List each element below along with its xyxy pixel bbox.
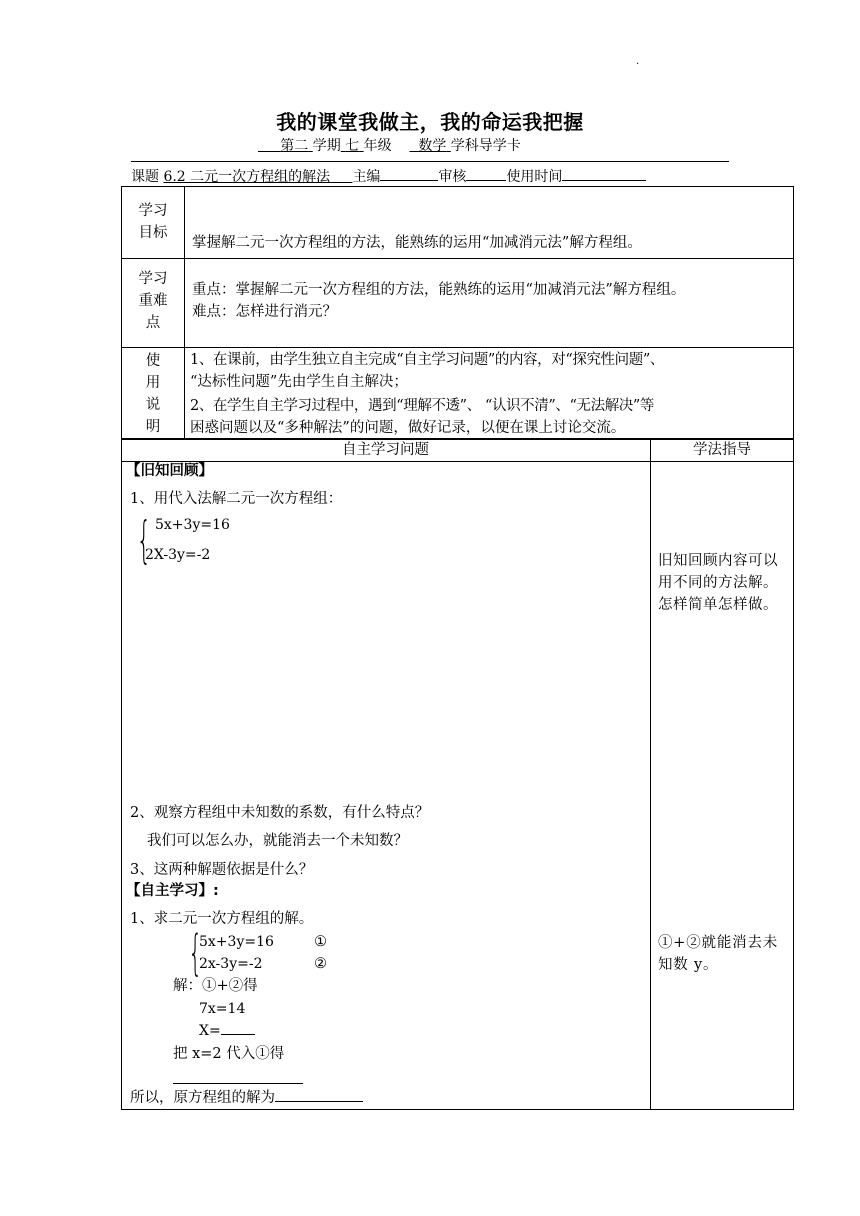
- review-equation-1: 5x+3y=16: [155, 517, 230, 533]
- reviewer-label: 审核: [438, 169, 467, 185]
- answer-blank-line[interactable]: [173, 1083, 303, 1084]
- semester-suffix: 学期: [312, 138, 341, 154]
- self-study-heading: 【自主学习】:: [126, 883, 219, 899]
- key-label: 学习 重难 点: [138, 271, 168, 331]
- usage-line: “达标性问题”先由学生自主解决；: [190, 374, 408, 390]
- review-heading: 【旧知回顾】: [126, 463, 213, 479]
- page-title: 我的课堂我做主，我的命运我把握: [276, 110, 584, 134]
- info-table-col-divider: [184, 186, 185, 439]
- review-question-3: 3、这两种解题依据是什么？: [130, 862, 314, 878]
- review-question-2: 2、观察方程组中未知数的系数，有什么特点？: [130, 805, 430, 821]
- column-header-guide: 学法指导: [693, 442, 751, 458]
- grade-value: 七: [345, 138, 360, 154]
- editor-blank[interactable]: [380, 166, 438, 181]
- usage-line: 困惑问题以及“多种解法”的问题，做好记录，以便在课上讨论交流。: [190, 420, 626, 436]
- self-study-question-1: 1、求二元一次方程组的解。: [130, 911, 314, 927]
- info-table-row-divider: [121, 347, 794, 348]
- study-table-header-divider: [121, 461, 794, 462]
- study-table-col-divider: [650, 439, 651, 1110]
- solution-step-1: 解：①+②得: [173, 978, 258, 994]
- solution-step-4: 把 x=2 代入①得: [173, 1046, 285, 1062]
- info-line: [131, 166, 646, 186]
- equation-1-mark: ①: [314, 934, 327, 950]
- reviewer-blank[interactable]: [466, 166, 506, 181]
- column-header-self-study: 自主学习问题: [342, 442, 429, 458]
- topic-value: 6.2 二元一次方程组的解法: [163, 169, 331, 185]
- time-label: 使用时间: [506, 169, 563, 185]
- semester-value: 第二: [280, 138, 309, 154]
- page-dot: .: [636, 56, 640, 67]
- review-question-1: 1、用代入法解二元一次方程组：: [130, 491, 343, 507]
- subtitle-line: [258, 135, 521, 155]
- subject-suffix: 学科导学卡: [450, 138, 521, 154]
- grade-suffix: 年级: [363, 138, 392, 154]
- goal-label: 学习 目标: [138, 203, 168, 241]
- review-guide-text: 旧知回顾内容可以用不同的方法解。怎样简单怎样做。: [658, 553, 778, 613]
- usage-line: 1、在课前，由学生独立自主完成“自主学习问题”的内容，对“探究性问题”、: [190, 352, 664, 368]
- x-answer-blank[interactable]: [221, 1020, 255, 1035]
- conclusion-line: 所以，原方程组的解为: [130, 1087, 363, 1109]
- solution-blank[interactable]: [275, 1087, 363, 1102]
- subject-value: 数学: [418, 138, 447, 154]
- usage-line: 2、在学生自主学习过程中，遇到“理解不透”、 “认识不清”、“无法解决”等: [190, 398, 655, 414]
- system-equation-2: 2x-3y=-2: [199, 956, 263, 972]
- usage-label: 使 用 说 明: [145, 353, 161, 435]
- system-equation-1: 5x+3y=16: [199, 934, 274, 950]
- review-equation-2: 2X-3y=-2: [145, 547, 211, 563]
- time-blank[interactable]: [562, 166, 646, 181]
- key-point-text: 重点：掌握解二元一次方程组的方法，能熟练的运用“加减消元法”解方程组。: [192, 282, 686, 298]
- review-question-2b: 我们可以怎么办，就能消去一个未知数？: [147, 833, 408, 849]
- solution-step-2: 7x=14: [199, 1001, 246, 1017]
- solution-step-3: X=: [199, 1020, 255, 1042]
- left-brace-icon: {: [188, 925, 203, 981]
- difficulty-text: 难点：怎样进行消元？: [192, 304, 337, 320]
- header-rule: [131, 161, 729, 162]
- self-study-guide-text: ①+②就能消去未知数 y。: [658, 935, 779, 973]
- equation-2-mark: ②: [314, 956, 327, 972]
- topic-label: 课题: [131, 169, 159, 185]
- info-table-row-divider: [121, 258, 794, 259]
- left-brace-icon: {: [136, 511, 152, 569]
- editor-label: 主编: [352, 169, 381, 185]
- goal-text: 掌握解二元一次方程组的方法，能熟练的运用“加减消元法”解方程组。: [192, 235, 642, 251]
